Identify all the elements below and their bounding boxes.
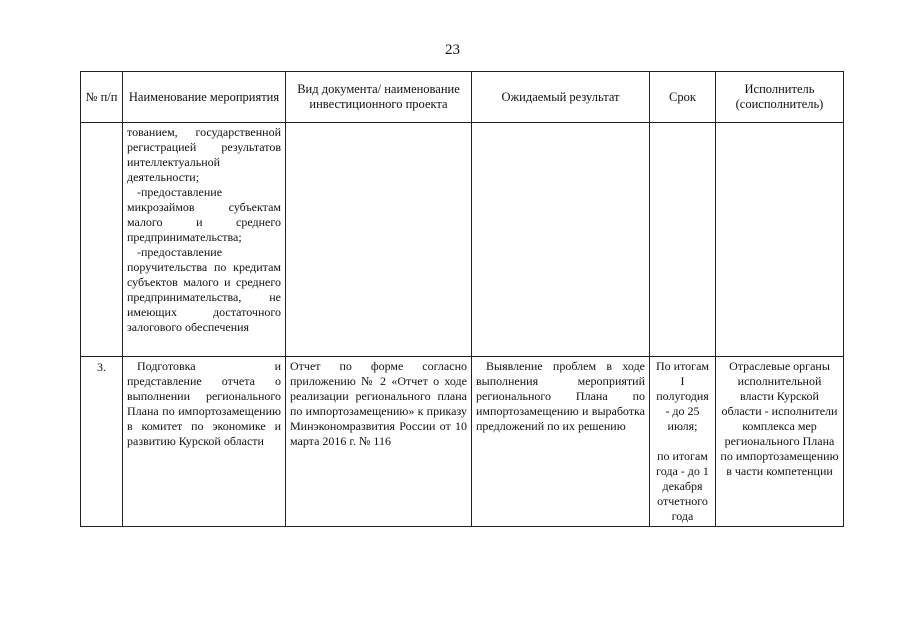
- cell-name-continuation: [123, 123, 286, 357]
- term-year: по итогам года - до 1 декабря отчетного года: [656, 449, 709, 523]
- cell-num-3: 3.: [81, 357, 123, 527]
- cell-doc-3: Отчет по форме согласно приложению № 2 «Отчет о ходе реализации регионального плана по импортозамещению» к приказу Минэкономразвития России от 10 марта 2016 г. № 116: [286, 357, 472, 527]
- header-doc: Вид документа/ наименование инвестиционного проекта: [286, 72, 472, 123]
- name-item-microloans: -предоставление микрозаймов субъектам малого и среднего предпринимательства;: [127, 185, 281, 244]
- header-executor: Исполнитель (соисполнитель): [716, 72, 844, 123]
- term-half-year: По итогам I полугодия - до 25 июля;: [655, 359, 709, 433]
- cell-executor-3: Отраслевые органы исполнительной власти Курской области - исполнители комплекса мер регионального Плана по импортозамещению в части компетенции: [716, 357, 844, 527]
- cell-num-continuation: [81, 123, 123, 357]
- plan-table: [80, 71, 844, 527]
- cell-name-3: Подготовка и представление отчета о выполнении регионального Плана по импортозамещению в комитет по экономике и развитию Курской области: [123, 357, 286, 527]
- page-number: 23: [445, 42, 460, 58]
- cell-result-3: Выявление проблем в ходе выполнения мероприятий регионального Плана по импортозамещению и выработка предложений по их решению: [472, 357, 650, 527]
- cell-result-continuation: [472, 123, 650, 357]
- table-row-continuation: [81, 123, 844, 357]
- header-term: Срок: [650, 72, 716, 123]
- header-num: № п/п: [81, 72, 123, 123]
- name-intro-text: тованием, государственной регистрацией результатов интеллектуальной деятельности;: [127, 125, 281, 184]
- cell-term-3: [650, 357, 716, 527]
- cell-term-continuation: [650, 123, 716, 357]
- name-item-guarantees: -предоставление поручительства по кредитам субъектов малого и среднего предпринимательства, не имеющих достаточного залогового обеспечения: [127, 245, 281, 334]
- cell-executor-continuation: [716, 123, 844, 357]
- header-name: Наименование мероприятия: [123, 72, 286, 123]
- cell-doc-continuation: [286, 123, 472, 357]
- table-header-row: [81, 72, 844, 123]
- header-result: Ожидаемый результат: [472, 72, 650, 123]
- table-row-3: [81, 357, 844, 527]
